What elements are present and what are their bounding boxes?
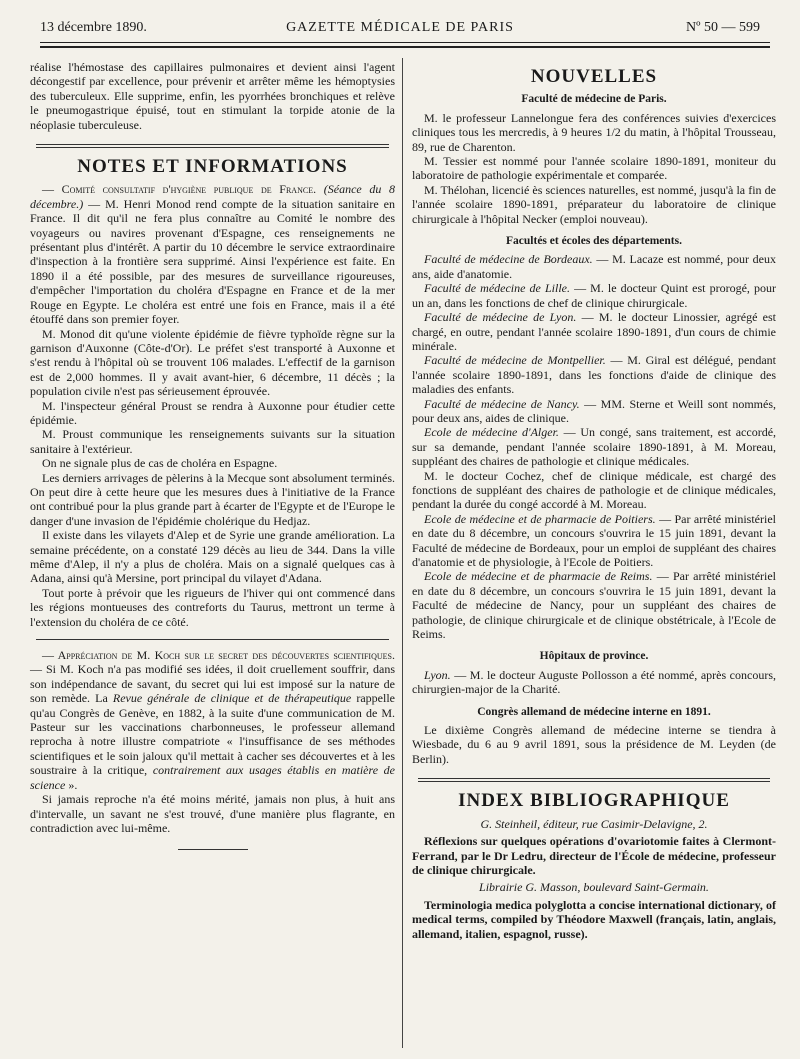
section-rule: [36, 147, 389, 148]
paragraph: On ne signale plus de cas de choléra en Espagne.: [42, 456, 278, 471]
intro-paragraph: réalise l'hémostase des capillaires pulmonaires et devient ainsi l'agent décongestif par excellence, pour prévenir et arrêter même les hémoptysies des tuberculeux. Elle supprime, enfin, les pyorrhées bronchiques et relève le pneumogastrique épuisé, tout en stimulant la torpide atonie de la néoplasie tuberculeuse.: [30, 60, 395, 132]
hopitaux-heading: Hôpitaux de province.: [539, 650, 649, 663]
right-column: [412, 60, 776, 941]
header-rule-top: [40, 42, 770, 43]
publisher-line: G. Steinheil, éditeur, rue Casimir-Delavigne, 2.: [480, 816, 708, 831]
paragraph: Le dixième Congrès allemand de médecine interne se tiendra à Wiesbade, du 6 au 9 avril 1891, sous la présidence de M. Leyden (de Berlin).: [412, 723, 776, 766]
koch-text: rappelle qu'au Congrès de Genève, en 1882, à la suite d'une communication de M. Pasteur sur les vaccinations charbonneuses, le professeur allemand reprocha à notre illustre compatriote « l'insuffisance de ses méthodes scientifiques et le soin jaloux qu'il mettait à cacher ses découvertes et à les soustraire à la critique,: [30, 691, 395, 778]
paragraph: M. Proust communique les renseignements suivants sur la situation sanitaire à l'extérieur.: [30, 427, 395, 456]
koch-text: — Si M. Koch n'a pas modifié ses idées, il doit cruellement souffrir, dans son indépendance de savant, du secret qui lui est imposé sur la nature de son remède. La: [30, 662, 395, 706]
paragraph: M. le professeur Lannelongue fera des conférences suivies d'exercices cliniques tous les mercredis, à 9 heures 1/2 du matin, à l'hôpital Trousseau, 89, rue de Charenton.: [412, 110, 776, 154]
paris-heading: Faculté de médecine de Paris.: [521, 93, 667, 106]
departements-heading: Facultés et écoles des départements.: [506, 235, 682, 248]
nouvelles-section-title: NOUVELLES: [530, 66, 658, 87]
comite-text: — M. Henri Monod rend compte de la situation sanitaire en France. Il dit qu'il ne fera plus connaître au Comité le nombre des voyageurs ou navires provenant d'Espagne, ces renseignements ne présentant plus d'intérêt. A partir du 10 décembre le service extraordinaire d'inspection à la frontière sera supprimé. Ainsi l'expérience est faite. En 1890 il a été possible, par des mesures de surveillance rigoureuses, d'empêcher l'importation du choléra d'Espagne en France et de la mer Rouge en Egypte. Le choléra est entré une fois en France, mais il a été étouffé dans son premier foyer.: [30, 196, 395, 327]
koch-heading: — Appréciation de M. Koch sur le secret des découvertes scientifiques.: [42, 648, 395, 663]
header-date: 13 décembre 1890.: [40, 20, 147, 35]
header-rule-bottom: [40, 46, 770, 48]
faculty-name: Faculté de médecine de Lille.: [424, 281, 570, 296]
faculty-name: Faculté de médecine de Nancy.: [424, 396, 580, 411]
section-rule: [36, 639, 389, 640]
paragraph: Si jamais reproche n'a été moins mérité, jamais non plus, à huit ans d'intervalle, un savant ne s'est trouvé, d'une manière plus flagrante, en contradiction avec lui-même.: [30, 792, 395, 835]
item-text: — M. le docteur Linossier, agrégé est chargé, en outre, pendant l'année scolaire 1890-1891, d'un cours de chimie minérale.: [412, 310, 777, 353]
section-rule: [418, 778, 770, 779]
congres-heading: Congrès allemand de médecine interne en 1891.: [477, 705, 711, 718]
index-section-title: INDEX BIBLIOGRAPHIQUE: [458, 790, 730, 812]
koch-quote: contrairement aux usages établis en matière de science: [30, 763, 396, 792]
faculty-name: Ecole de médecine et de pharmacie de Poitiers.: [424, 511, 656, 526]
reims-item: [412, 569, 776, 641]
paragraph: Tout porte à prévoir que les rigueurs de l'hiver qui ont commencé dans les régions montueuses des contreforts du Taurus, mettront un terme à l'extension du choléra de ce côté.: [30, 585, 395, 629]
end-rule: [178, 849, 248, 850]
nancy-item: [412, 397, 776, 426]
koch-paragraph: [30, 648, 395, 792]
faculty-name: Ecole de médecine d'Alger.: [424, 425, 559, 440]
paragraph: M. Monod dit qu'une violente épidémie de fièvre typhoïde règne sur la garnison d'Auxonne (Côte-d'Or). Le préfet s'est transporté à Auxonne et s'est rendu à l'hôpital où se trouvent 106 malades. L'effectif de la garnison est de 2,000 hommes. Il y avait avant-hier, 6 décembre, 11 décès ; la population civile n'est pas sérieusement éprouvée.: [30, 326, 395, 399]
faculty-name: Ecole de médecine et de pharmacie de Reims.: [424, 569, 653, 584]
paragraph: Il existe dans les vilayets d'Alep et de Syrie une grande amélioration. La semaine précédente, on a constaté 129 décès au lieu de 344. Dans la ville même d'Alep, il n'y a plus de choléra. Mais on a signalé quelques cas à Adana, ainsi qu'à Mersine, port principal du vilayet d'Adana.: [30, 528, 395, 586]
bibliography-entry: Réflexions sur quelques opérations d'ovariotomie faites à Clermont-Ferrand, par le Dr Ledru, directeur de l'École de médecine, professeur de clinique chirurgicale.: [412, 834, 776, 877]
item-text: — M. Giral est délégué, pendant l'année scolaire 1890-1891, dans les fonctions d'aide de clinique des maladies des enfants.: [412, 353, 777, 397]
bibliography-entry: Terminologia medica polyglotta a concise international dictionary, of medical terms, compiled by Théodore Maxwell (français, latin, anglais, allemand, italien, espagnol, russe).: [412, 897, 776, 941]
item-text: — M. le docteur Quint est prorogé, pour un an, dans les fonctions de chef de clinique chirurgicale.: [412, 281, 777, 310]
alger-item: [412, 425, 776, 468]
header-page-number: Nº 50 — 599: [686, 20, 760, 35]
faculty-name: Faculté de médecine de Montpellier.: [424, 353, 606, 368]
item-text: — M. Lacaze est nommé, pour deux ans, aide d'anatomie.: [412, 252, 776, 281]
montpellier-item: [412, 353, 776, 396]
city-name: Lyon.: [424, 667, 451, 682]
comite-seance: (Séance du 8 décembre.): [30, 182, 396, 211]
lyon-item: [412, 310, 776, 353]
faculty-name: Faculté de médecine de Lyon.: [424, 310, 577, 325]
lille-item: [412, 281, 776, 310]
item-text: — MM. Sterne et Weill sont nommés, pour deux ans, aides de clinique.: [412, 396, 776, 425]
journal-title: Revue générale de clinique et de thérapeutique: [112, 691, 352, 706]
notes-section-title: NOTES ET INFORMATIONS: [77, 156, 348, 178]
item-text: — Un congé, sans traitement, est accordé, sur sa demande, pendant l'année scolaire 1890-1891, à M. Moreau, suppléant des chaires de pathologie et clinique médicales.: [412, 425, 777, 469]
comite-heading: — Comité consultatif d'hygiène publique de France.: [42, 182, 317, 197]
paragraph: Les derniers arrivages de pèlerins à la Mecque sont absolument terminés. On peut dire à cette heure que les mesures dues à l'initiative de la France ont contribué pour la plus grande part à écarter de l'Egypte et de l'Europe le danger d'une invasion de l'épidémie cholérique du Hedjaz.: [30, 470, 395, 528]
item-text: — M. le docteur Auguste Pollosson a été nommé, après concours, chirurgien-major de la Charité.: [412, 667, 777, 697]
item-text: — Par arrêté ministériel en date du 8 décembre, un concours s'ouvrira le 15 juin 1891, devant la Faculté de médecine de Nancy, pour un suppléant des chaires de pathologie, de clinique chirurgicale et de clinique obstétricale, à l'Ecole de Reims.: [412, 569, 777, 642]
section-rule: [36, 144, 389, 145]
koch-text: ».: [68, 777, 78, 792]
comite-paragraph: [30, 182, 395, 326]
bordeaux-item: [412, 252, 776, 281]
running-header: [40, 20, 760, 42]
section-rule: [418, 781, 770, 782]
paragraph: M. Thélohan, licencié ès sciences naturelles, est nommé, jusqu'à la fin de l'année scolaire 1890-1891, préparateur du laboratoire de clinique chirurgicale à l'hôpital Necker (emploi nouveau).: [412, 182, 776, 226]
faculty-name: Faculté de médecine de Bordeaux.: [424, 252, 593, 267]
header-title: GAZETTE MÉDICALE DE PARIS: [286, 20, 514, 35]
paragraph: M. Tessier est nommé pour l'année scolaire 1890-1891, moniteur du laboratoire de pathologie expérimentale et comparée.: [412, 154, 776, 183]
item-text: — Par arrêté ministériel en date du 8 décembre, un concours s'ouvrira le 15 juin 1891, devant la Faculté de médecine de Bordeaux, pour un emploi de suppléant des chaires d'anatomie et de physiologie, à l'Ecole de Poitiers.: [412, 511, 776, 569]
left-column: [30, 60, 395, 850]
publisher-line: Librairie G. Masson, boulevard Saint-Germain.: [479, 880, 709, 895]
lyon-hospital-item: [412, 668, 776, 697]
column-divider: [402, 58, 403, 1048]
poitiers-item: [412, 512, 776, 570]
paragraph: M. le docteur Cochez, chef de clinique médicale, est chargé des fonctions de suppléant des chaires de pathologie et de clinique médicales, pendant la durée du congé accordé à M. Moreau.: [412, 468, 776, 512]
paragraph: M. l'inspecteur général Proust se rendra à Auxonne pour étudier cette épidémie.: [30, 398, 395, 427]
